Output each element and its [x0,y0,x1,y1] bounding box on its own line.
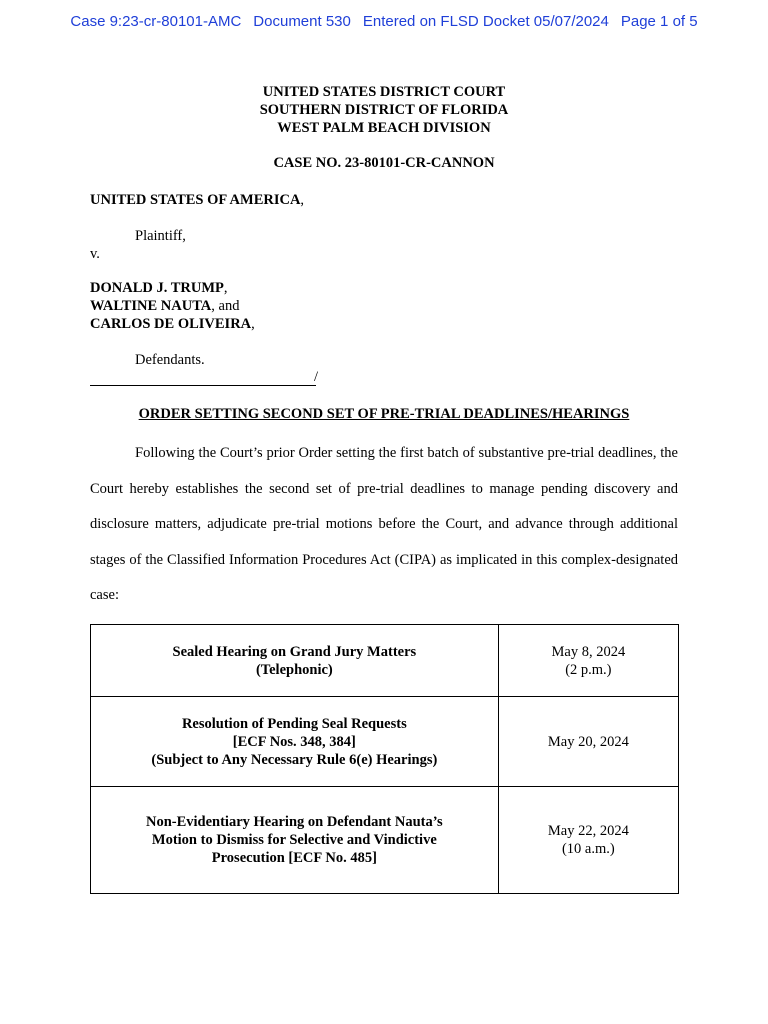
schedule-row [91,787,679,894]
defendant-suffix-2: , and [211,298,240,314]
date-line: May 22, 2024 [547,823,629,839]
schedule-date [498,625,678,697]
court-heading [0,83,768,137]
date-line: May 8, 2024 [551,643,626,660]
docket-stamp [0,13,768,30]
caption-separator-line [90,385,316,386]
defendant-name-2: WALTINE NAUTA [90,298,212,314]
order-title: ORDER SETTING SECOND SET OF PRE-TRIAL DEADLINES/HEARINGS [138,406,630,422]
plaintiff-name: UNITED STATES OF AMERICA [90,192,301,208]
plaintiff-label: Plaintiff, [135,228,186,244]
court-division: WEST PALM BEACH DIVISION [277,120,491,136]
event-line: [ECF Nos. 348, 384] [232,733,356,750]
stamp-document-number: Document 530 [253,13,351,30]
court-district: SOUTHERN DISTRICT OF FLORIDA [259,102,509,118]
schedule-event [91,697,499,787]
stamp-page-number: Page 1 of 5 [620,13,698,30]
defendant-suffix-3: , [251,316,255,332]
stamp-entered-date: Entered on FLSD Docket 05/07/2024 [362,13,609,30]
stamp-case-number: Case 9:23-cr-80101-AMC [70,13,242,30]
defendant-line-2 [90,297,239,315]
defendants-label: Defendants. [135,352,205,368]
schedule-event [91,625,499,697]
schedule-table [90,624,679,894]
schedule-row [91,625,679,697]
plaintiff-suffix: , [300,192,305,208]
date-line: (2 p.m.) [565,661,612,678]
defendant-line-3 [90,315,255,333]
event-line: (Subject to Any Necessary Rule 6(e) Hearings) [151,751,438,768]
schedule-date [498,787,678,894]
date-line: (10 a.m.) [561,841,615,857]
defendant-name-3: CARLOS DE OLIVEIRA [90,316,252,332]
schedule-date [498,697,678,787]
intro-paragraph: Following the Court’s prior Order setting the first batch of substantive pre-trial deadlines, the Court hereby establishes the second set of pre-trial deadlines to manage pending discovery and disclosure matters, adjudicate pre-trial motions before the Court, and advance through additional stages of the Classified Information Procedures Act (CIPA) as implicated in this complex-designated case: [90,445,678,604]
case-number: CASE NO. 23-80101-CR-CANNON [273,155,495,171]
defendant-suffix-1: , [223,280,228,296]
event-line: Prosecution [ECF No. 485] [211,850,377,866]
versus-label: v. [90,246,100,262]
court-name: UNITED STATES DISTRICT COURT [262,84,506,100]
date-line: May 20, 2024 [547,733,629,750]
event-line: Resolution of Pending Seal Requests [181,715,407,732]
schedule-row [91,697,679,787]
defendant-line-1 [90,279,227,297]
plaintiff-line [90,191,304,209]
defendant-name-1: DONALD J. TRUMP [90,280,224,296]
event-line: Sealed Hearing on Grand Jury Matters [172,643,417,660]
event-line: Motion to Dismiss for Selective and Vindictive [151,832,437,848]
event-line: (Telephonic) [255,661,333,678]
schedule-event [91,787,499,894]
caption-slash: / [314,369,319,385]
event-line: Non-Evidentiary Hearing on Defendant Nauta’s [145,814,443,830]
